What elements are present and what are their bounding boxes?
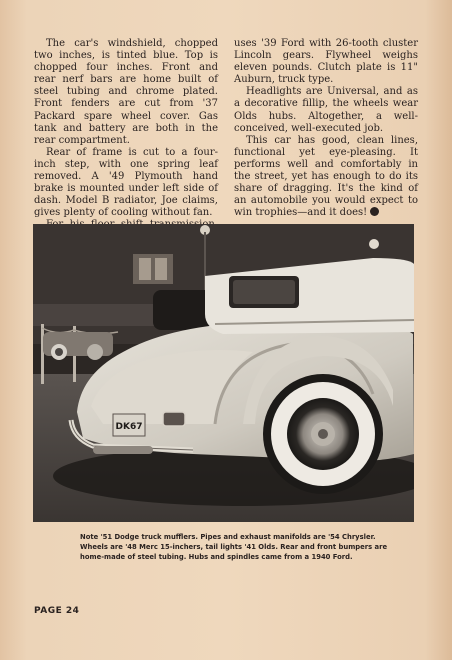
page-number: PAGE 24 [34,606,80,616]
article-body [34,38,418,218]
photo-caption: Note '51 Dodge truck mufflers. Pipes and exhaust manifolds are '54 Chrysler. Wheels are '48 Merc 15-inchers, tail lights '41 Olds. Rear and front bumpers are home-made of steel tubing. Hubs and spindles came from a 1940 Ford. [80,533,388,561]
article-column-right [234,38,418,218]
paragraph: Rear of frame is cut to a four-inch step, with one spring leaf removed. A '49 Plymouth hand brake is mounted under left side of dash. Model B radiator, Joe claims, gives plenty of cooling without fan. [34,146,218,219]
article-column-left [34,38,218,218]
paragraph: Headlights are Universal, and as a decorative fillip, the wheels wear Olds hubs. Altogether, a well-conceived, well-executed job. [234,86,418,134]
paragraph: uses '39 Ford with 26-tooth cluster Lincoln gears. Flywheel weighs eleven pounds. Clutch plate is 11" Auburn, truck type. [234,38,418,86]
paragraph-text: This car has good, clean lines, functional yet eye-pleasing. It performs well and comfortably in the street, yet has enough to do its share of dragging. It's the kind of an automobile you would expect to win trophies—and it does! [234,134,418,219]
paragraph: The car's windshield, chopped two inches, is tinted blue. Top is chopped four inches. Front and rear nerf bars are home built of steel tubing and chrome plated. Front fenders are cut from '37 Packard spare wheel cover. Gas tank and battery are both in the rear compartment. [34,38,218,146]
license-plate-text: DK67 [115,422,143,432]
car-photo [33,224,414,522]
end-mark-icon [370,207,379,216]
car-photo-illustration [33,224,414,522]
paragraph-final [234,135,418,220]
